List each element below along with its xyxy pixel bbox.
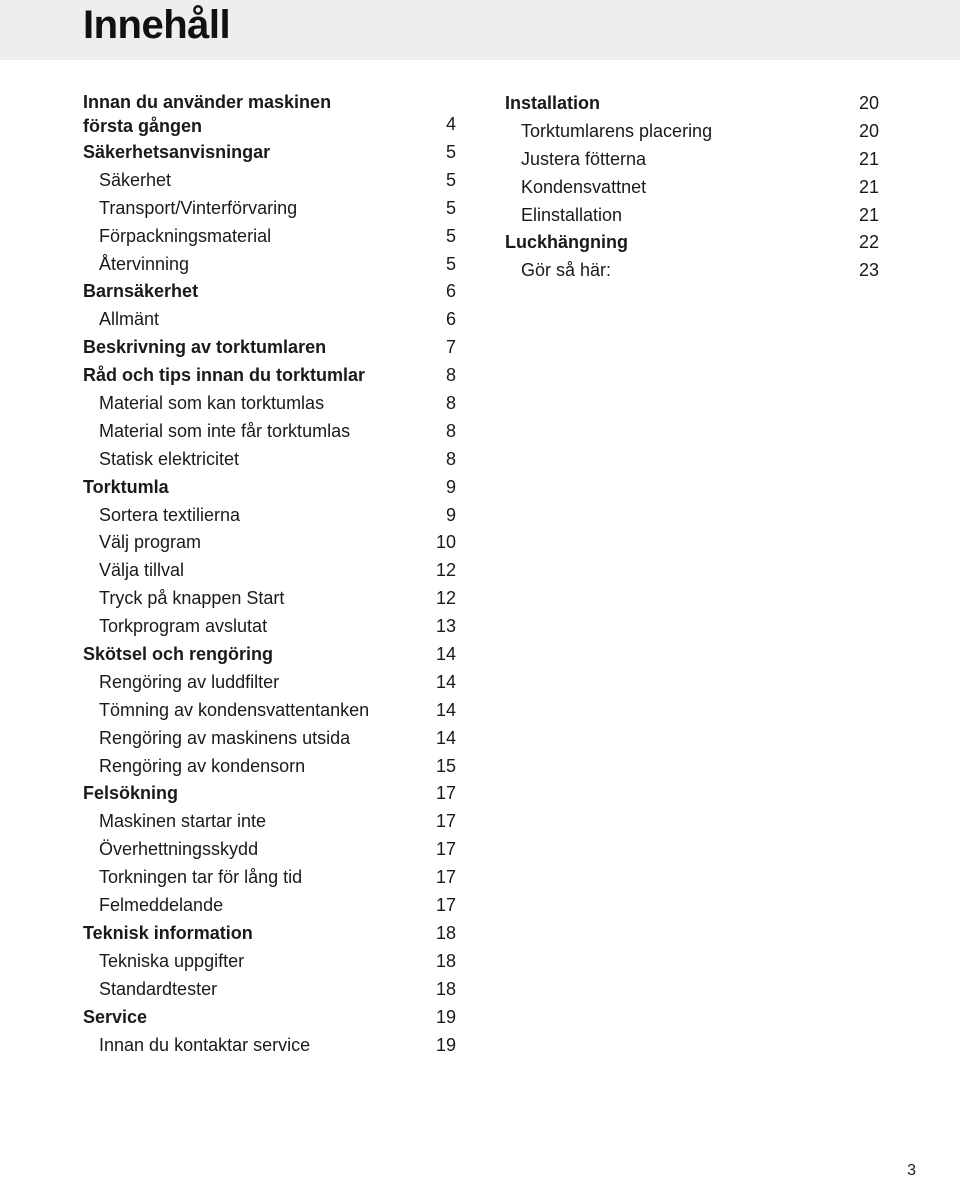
toc-entry[interactable] <box>83 390 456 418</box>
toc-entry-page: 12 <box>435 588 456 609</box>
toc-entry[interactable] <box>83 362 456 390</box>
toc-entry-title: Förpackningsmaterial <box>99 225 272 246</box>
toc-entry-title: Säkerhetsanvisningar <box>83 142 271 162</box>
toc-entry-page: 5 <box>445 142 456 162</box>
toc-entry[interactable] <box>83 1004 456 1032</box>
toc-entry-page: 18 <box>435 922 456 943</box>
toc-entry-page: 19 <box>435 1006 456 1027</box>
toc-entry-page: 21 <box>858 176 879 197</box>
toc-entry[interactable] <box>83 725 456 753</box>
toc-entry-page: 5 <box>445 253 456 274</box>
toc-entry-page: 6 <box>445 281 456 302</box>
page-number: 3 <box>907 1162 916 1179</box>
toc-entry-page: 19 <box>435 1034 456 1055</box>
toc-entry-page: 20 <box>858 120 879 141</box>
toc-entry-page: 18 <box>435 950 456 971</box>
toc-entry-title: Rengöring av luddfilter <box>99 671 280 692</box>
toc-entry-page: 17 <box>435 867 456 888</box>
toc-entry[interactable] <box>83 334 456 362</box>
toc-entry-title: Välja tillval <box>99 560 185 581</box>
toc-entry[interactable] <box>83 892 456 920</box>
toc-entry-page: 5 <box>445 197 456 218</box>
toc-entry-page: 9 <box>445 504 456 525</box>
toc-entry-title: Teknisk information <box>83 922 253 943</box>
title-bar <box>0 0 960 60</box>
toc-entry-title: Material som kan torktumlas <box>99 393 325 414</box>
toc-entry-page: 10 <box>435 532 456 553</box>
toc-entry-title: Standardtester <box>99 978 218 999</box>
toc-entry[interactable] <box>505 174 879 202</box>
toc-entry-title: Justera fötterna <box>521 148 647 169</box>
toc-entry[interactable] <box>83 641 456 669</box>
toc-entry-title: Maskinen startar inte <box>99 811 267 832</box>
toc-entry[interactable] <box>505 257 879 285</box>
toc-entry-title: Tekniska uppgifter <box>99 950 245 971</box>
toc-right-column <box>505 90 879 285</box>
toc-entry-title: Rengöring av kondensorn <box>99 755 306 776</box>
toc-entry[interactable] <box>83 90 456 139</box>
toc-entry[interactable] <box>83 697 456 725</box>
toc-entry-title: Felmeddelande <box>99 895 224 916</box>
toc-entry[interactable] <box>83 418 456 446</box>
toc-entry-page: 22 <box>858 232 879 253</box>
toc-entry-title: Överhettningsskydd <box>99 839 259 860</box>
toc-entry-title: Skötsel och rengöring <box>83 644 274 665</box>
toc-entry-title <box>83 90 331 138</box>
toc-entry-title: Elinstallation <box>521 204 623 225</box>
toc-entry[interactable] <box>83 585 456 613</box>
toc-entry-title: Sortera textilierna <box>99 504 241 525</box>
toc-entry[interactable] <box>83 836 456 864</box>
toc-entry[interactable] <box>505 202 879 230</box>
toc-entry-title: Service <box>83 1006 148 1027</box>
toc-entry-title: Rengöring av maskinens utsida <box>99 727 351 748</box>
toc-entry[interactable] <box>83 306 456 334</box>
toc-entry[interactable] <box>83 446 456 474</box>
toc-entry-title: Statisk elektricitet <box>99 448 240 469</box>
toc-entry-page: 21 <box>858 204 879 225</box>
toc-entry-title: Luckhängning <box>505 232 628 253</box>
toc-entry-page: 6 <box>445 309 456 330</box>
toc-entry[interactable] <box>505 90 879 118</box>
toc-entry-title: Beskrivning av torktumlaren <box>83 337 327 358</box>
toc-entry-title: Allmänt <box>99 309 160 330</box>
toc-entry-page: 7 <box>445 337 456 358</box>
toc-entry[interactable] <box>83 864 456 892</box>
toc-entry-title: Barnsäkerhet <box>83 281 199 302</box>
toc-entry[interactable] <box>83 278 456 306</box>
toc-entry-title: Innan du kontaktar service <box>99 1034 311 1055</box>
toc-entry-title: Torktumla <box>83 476 169 497</box>
toc-entry-page: 17 <box>435 811 456 832</box>
toc-entry[interactable] <box>83 474 456 502</box>
toc-entry[interactable] <box>83 780 456 808</box>
toc-entry[interactable] <box>83 948 456 976</box>
toc-entry[interactable] <box>83 753 456 781</box>
toc-entry-title: Torkprogram avslutat <box>99 616 268 637</box>
toc-entry-title: Transport/Vinterförvaring <box>99 197 298 218</box>
toc-entry-page: 17 <box>435 895 456 916</box>
toc-entry[interactable] <box>83 167 456 195</box>
page-title: Innehåll <box>83 3 231 47</box>
toc-entry-title: Råd och tips innan du torktumlar <box>83 365 366 386</box>
toc-entry-title-line: Innan du använder maskinen <box>83 92 332 112</box>
toc-entry[interactable] <box>83 1032 456 1060</box>
toc-entry-title: Tömning av kondensvattentanken <box>99 699 370 720</box>
toc-entry[interactable] <box>83 251 456 279</box>
toc-entry-page: 8 <box>445 448 456 469</box>
toc-entry-page: 14 <box>435 644 456 665</box>
toc-entry[interactable] <box>83 920 456 948</box>
toc-entry-title: Installation <box>505 93 601 113</box>
toc-entry-page: 8 <box>445 365 456 386</box>
toc-entry-page: 23 <box>858 260 879 281</box>
toc-entry[interactable] <box>83 139 456 167</box>
toc-entry[interactable] <box>83 502 456 530</box>
toc-left-column <box>83 90 456 1059</box>
toc-entry-page: 21 <box>858 148 879 169</box>
toc-entry-page: 14 <box>435 671 456 692</box>
toc-entry-page: 5 <box>445 169 456 190</box>
toc-entry-title: Felsökning <box>83 783 179 804</box>
toc-entry-title: Torktumlarens placering <box>521 120 713 141</box>
toc-entry-title: Torkningen tar för lång tid <box>99 867 303 888</box>
toc-entry[interactable] <box>83 808 456 836</box>
toc-entry[interactable] <box>83 195 456 223</box>
toc-entry-page: 20 <box>858 93 879 113</box>
toc-entry-page: 13 <box>435 616 456 637</box>
toc-entry-page: 12 <box>435 560 456 581</box>
toc-entry[interactable] <box>83 529 456 557</box>
toc-entry[interactable] <box>505 146 879 174</box>
toc-entry-title: Gör så här: <box>521 260 612 281</box>
toc-entry-page: 17 <box>435 783 456 804</box>
toc-entry[interactable] <box>505 118 879 146</box>
toc-entry[interactable] <box>83 613 456 641</box>
toc-entry-title: Material som inte får torktumlas <box>99 420 351 441</box>
toc-entry-page: 5 <box>445 225 456 246</box>
toc-entry-page: 14 <box>435 727 456 748</box>
toc-entry[interactable] <box>83 557 456 585</box>
toc-entry-title: Säkerhet <box>99 169 172 190</box>
toc-entry[interactable] <box>83 669 456 697</box>
toc-entry[interactable] <box>83 223 456 251</box>
toc-entry-title-line: första gången <box>83 116 203 136</box>
toc-entry[interactable] <box>505 229 879 257</box>
toc-entry-title: Återvinning <box>99 253 190 274</box>
toc-entry-title: Tryck på knappen Start <box>99 588 285 609</box>
toc-entry-page: 17 <box>435 839 456 860</box>
toc-entry-page: 14 <box>435 699 456 720</box>
toc-entry-title: Välj program <box>99 532 202 553</box>
toc-entry-page: 15 <box>435 755 456 776</box>
toc-entry-page: 9 <box>445 476 456 497</box>
toc-entry-page: 8 <box>445 420 456 441</box>
toc-entry[interactable] <box>83 976 456 1004</box>
toc-entry-page: 4 <box>445 114 456 134</box>
toc-entry-page: 18 <box>435 978 456 999</box>
toc-entry-title: Kondensvattnet <box>521 176 647 197</box>
toc-entry-page: 8 <box>445 393 456 414</box>
